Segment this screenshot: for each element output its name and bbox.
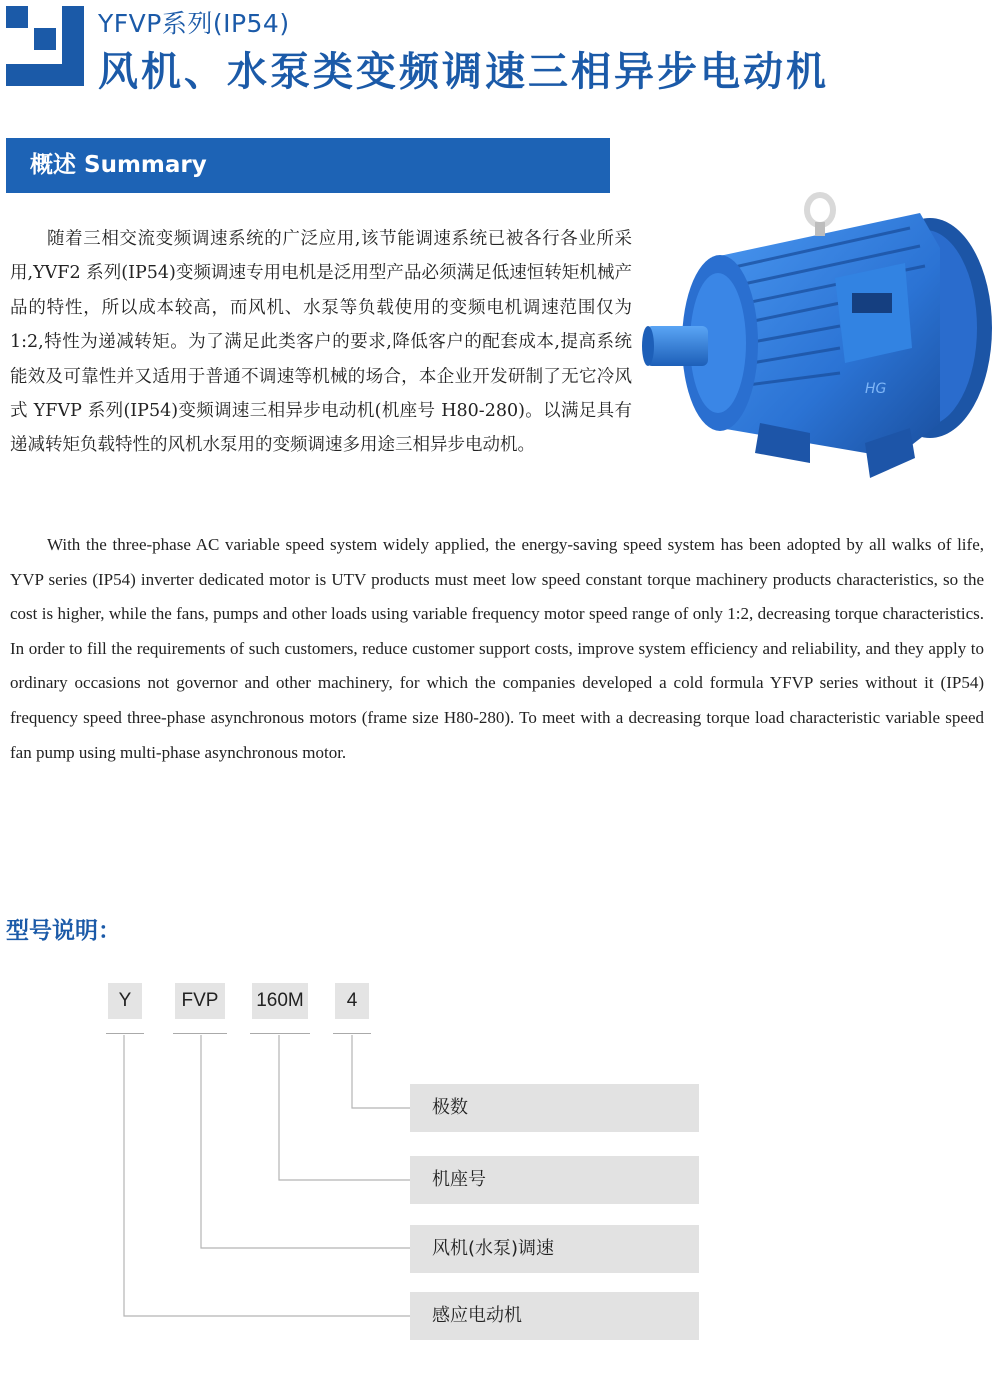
desc-frame-number: 机座号 <box>410 1156 699 1204</box>
code-underline <box>106 1033 144 1034</box>
code-box-poles: 4 <box>335 983 369 1019</box>
desc-poles: 极数 <box>410 1084 699 1132</box>
motor-badge: HG <box>865 381 887 397</box>
motor-image <box>640 188 995 488</box>
code-box-y: Y <box>108 983 142 1019</box>
section-header-summary: 概述 Summary <box>6 138 610 193</box>
code-box-frame: 160M <box>252 983 308 1019</box>
series-title: YFVP系列(IP54) <box>98 9 290 38</box>
code-underline <box>173 1033 227 1034</box>
summary-english: With the three-phase AC variable speed system widely applied, the energy-saving speed system has been adopted by all walks of life, YVP series (IP54) inverter dedicated motor is UTV products must meet low speed constant torque machinery products characteristics, so the cost is higher, while the fans, pumps and other loads using variable frequency motor speed range of only 1:2, decreasing torque characteristics. In order to fill the requirements of such customers, reduce customer support costs, improve system efficiency and reliability, and they apply to ordinary occasions not governor and other machinery, for which the companies developed a cold formula YFVP series without it (IP54) frequency speed three-phase asynchronous motors (frame size H80-280). To meet with a decreasing torque load characteristic variable speed fan pump using multi-phase asynchronous motor. <box>10 535 984 762</box>
code-underline <box>333 1033 371 1034</box>
desc-induction-motor: 感应电动机 <box>410 1292 699 1340</box>
code-underline <box>250 1033 310 1034</box>
desc-fan-pump-speed: 风机(水泵)调速 <box>410 1225 699 1273</box>
model-explanation-heading: 型号说明： <box>6 918 121 944</box>
company-logo <box>6 6 84 86</box>
summary-chinese: 随着三相交流变频调速系统的广泛应用,该节能调速系统已被各行各业所采用,YVF2 系列(IP54)变频调速专用电机是泛用型产品必须满足低速恒转矩机械产品的特性，所以成本较高，而风机、水泵等负载使用的变频电机调速范围仅为 1:2,特性为递减转矩。为了满足此类客户的要求,降低客户的配套成本,提高系统能效及可靠性并又适用于普通不调速等机械的场合，本企业开发研制了无它冷风式 YFVP 系列(IP54)变频调速三相异步电动机(机座号 H80-280)。以满足具有递减转矩负载特性的风机水泵用的变频调速多用途三相异步电动机。 <box>10 229 632 456</box>
code-box-fvp: FVP <box>175 983 225 1019</box>
page-title: 风机、水泵类变频调速三相异步电动机 <box>98 49 829 95</box>
